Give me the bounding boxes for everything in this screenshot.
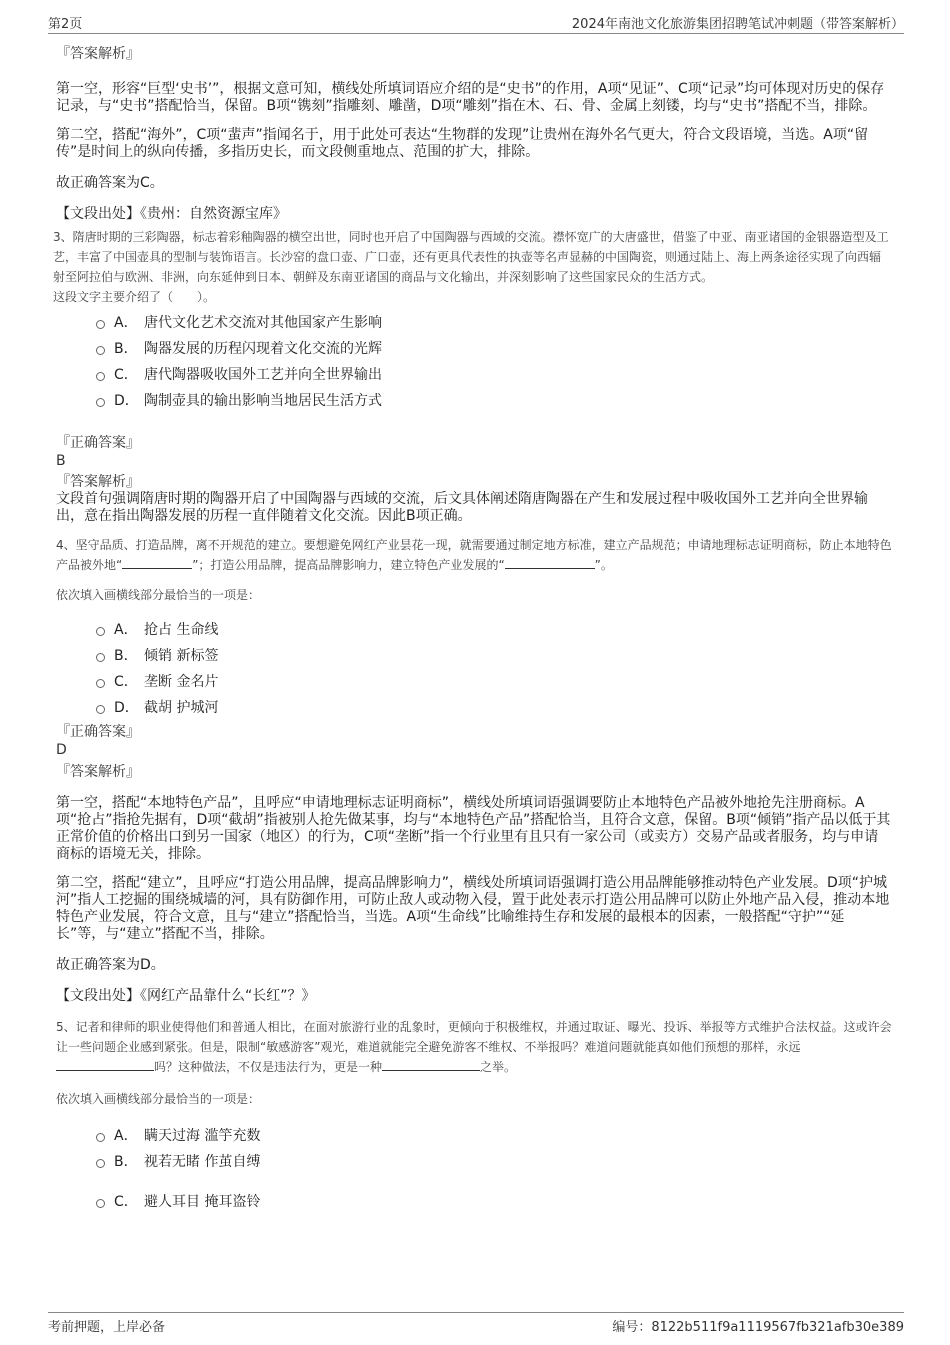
q3-option-c[interactable]: C． 唐代陶器吸收国外工艺并向全世界输出 bbox=[96, 362, 892, 388]
document-id: 编号：8122b511f9a1119567fb321afb30e389 bbox=[612, 1320, 904, 1335]
q3-answer-label: 『正确答案』 bbox=[56, 435, 140, 451]
q3-option-b[interactable]: B． 陶器发展的历程闪现着文化交流的光辉 bbox=[96, 336, 892, 362]
q4-option-c[interactable]: C． 垄断 金名片 bbox=[96, 669, 892, 695]
blank-1 bbox=[56, 1058, 154, 1071]
blank-2 bbox=[505, 556, 595, 569]
q4-source: 【文段出处】《网红产品靠什么“长红”？》 bbox=[56, 988, 316, 1004]
q3-stem: 3、隋唐时期的三彩陶器，标志着彩釉陶器的横空出世，同时也开启了中国陶器与西域的交流。襟怀宽广的大唐盛世，借鉴了中亚、南亚诸国的金银器造型及工艺，丰富了中国壶具的型制与装饰语言。长沙窑的盘口壶、广口壶，还有更具代表性的执壶等名声显赫的中国陶瓷，则通过陆上、海上两条途径实现了向西辐射至阿拉伯与欧洲、非洲，向东延伸到日本、朝鲜及东南亚诸国的商品与文化输出，并深刻影响了这些国家民众的生活方式。 bbox=[53, 230, 889, 284]
blank-2 bbox=[382, 1058, 480, 1071]
document-title: 2024年南池文化旅游集团招聘笔试冲刺题（带答案解析） bbox=[571, 17, 904, 32]
q4-stem: 4、坚守品质、打造品牌，离不开规范的建立。要想避免网红产业昙花一现，就需要通过制定地方标准，建立产品规范；申请地理标志证明商标，防止本地特色产品被外地“ ”；打造公用品牌，提高品牌影响力，建立特色产业发展的“ ”。 bbox=[56, 538, 892, 572]
radio-icon[interactable] bbox=[96, 1133, 105, 1142]
radio-icon[interactable] bbox=[96, 1199, 105, 1208]
radio-icon[interactable] bbox=[96, 627, 105, 636]
q4-option-d[interactable]: D． 截胡 护城河 bbox=[96, 695, 892, 721]
radio-icon[interactable] bbox=[96, 320, 105, 329]
q2-source: 【文段出处】《贵州：自然资源宝库》 bbox=[56, 206, 287, 222]
radio-icon[interactable] bbox=[96, 1159, 105, 1168]
radio-icon[interactable] bbox=[96, 679, 105, 688]
page-footer bbox=[48, 1312, 904, 1336]
blank-1 bbox=[122, 556, 192, 569]
q5-stem: 5、记者和律师的职业使得他们和普通人相比，在面对旅游行业的乱象时，更倾向于积极维权，并通过取证、曝光、投诉、举报等方式维护合法权益。这或许会让一些问题企业感到紧张。但是，限制“敏感游客”观光，难道就能完全避免游客不维权、不举报吗？难道问题就能真如他们预想的那样，永远吗？这种做法，不仅是违法行为，更是一种 之举。 bbox=[56, 1020, 892, 1074]
q4-answer-label: 『正确答案』 bbox=[56, 724, 140, 740]
q4-option-a[interactable]: A． 抢占 生命线 bbox=[96, 617, 892, 643]
q2-analysis-para-1: 第一空，形容“巨型‘史书’”，根据文意可知，横线处所填词语应介绍的是“史书”的作用，A项“见证”、C项“记录”均可体现对历史的保存记录，与“史书”搭配恰当，保留。B项“镌刻”指雕刻、雕凿，D项“雕刻”指在木、石、骨、金属上刻镂，均与“史书”搭配不当，排除。 bbox=[56, 81, 885, 114]
q3-question: 这段文字主要介绍了（ ）。 bbox=[53, 290, 216, 304]
q4-analysis-para-1: 第一空，搭配“本地特色产品”，且呼应“申请地理标志证明商标”，横线处所填词语强调要防止本地特色产品被外地抢先注册商标。A项“抢占”指抢先据有，D项“截胡”指被别人抢先做某事，均与“本地特色产品”搭配恰当，且符合文意，保留。B项“倾销”指产品以低于其正常价值的价格出口到另一国家（地区）的行为，C项“垄断”指一个行业里有且只有一家公司（或卖方）交易产品或者服务，均与申请商标的语境无关，排除。 bbox=[56, 795, 891, 862]
q3-option-a[interactable]: A． 唐代文化艺术交流对其他国家产生影响 bbox=[96, 310, 892, 336]
radio-icon[interactable] bbox=[96, 346, 105, 355]
page-content bbox=[53, 44, 892, 1215]
q3-analysis: 文段首句强调隋唐时期的陶器开启了中国陶器与西域的交流，后文具体阐述隋唐陶器在产生和发展过程中吸收国外工艺并向全世界输出，意在指出陶器发展的历程一直伴随着文化交流。因此B项正确。 bbox=[56, 491, 868, 524]
q5-option-c[interactable]: C． 避人耳目 掩耳盗铃 bbox=[96, 1189, 892, 1215]
q4-question: 依次填入画横线部分最恰当的一项是： bbox=[56, 588, 261, 602]
q3-option-d[interactable]: D． 陶制壶具的输出影响当地居民生活方式 bbox=[96, 388, 892, 414]
q4-analysis-para-2: 第二空，搭配“建立”，且呼应“打造公用品牌，提高品牌影响力”，横线处所填词语强调打造公用品牌能够推动特色产业发展。D项“护城河”指人工挖掘的围绕城墙的河，具有防御作用，可防止敌人或动物入侵，置于此处表示打造公用品牌可以防止外地产品入侵，推动本地特色产业发展，符合文意，且与“建立”搭配恰当，当选。A项“生命线”比喻维持生存和发展的最根本的因素，一般搭配“守护”“延长”等，与“建立”搭配不当，排除。 bbox=[56, 875, 890, 942]
radio-icon[interactable] bbox=[96, 398, 105, 407]
q2-analysis-label: 『答案解析』 bbox=[56, 46, 140, 62]
footer-slogan: 考前押题，上岸必备 bbox=[48, 1320, 166, 1335]
radio-icon[interactable] bbox=[96, 372, 105, 381]
radio-icon[interactable] bbox=[96, 705, 105, 714]
q3-analysis-label: 『答案解析』 bbox=[56, 474, 140, 490]
q5-question: 依次填入画横线部分最恰当的一项是： bbox=[56, 1092, 261, 1106]
q2-analysis-para-2: 第二空，搭配“海外”，C项“蜚声”指闻名于，用于此处可表达“生物群的发现”让贵州在海外名气更大，符合文段语境，当选。A项“留传”是时间上的纵向传播，多指历史长，而文段侧重地点、范围的扩大，排除。 bbox=[56, 127, 869, 160]
q5-option-a[interactable]: A． 瞒天过海 滥竽充数 bbox=[96, 1123, 892, 1149]
q3-options bbox=[96, 310, 892, 414]
q4-option-b[interactable]: B． 倾销 新标签 bbox=[96, 643, 892, 669]
q2-final-answer: 故正确答案为C。 bbox=[56, 175, 164, 191]
q4-options bbox=[96, 617, 892, 721]
page-header bbox=[48, 13, 904, 34]
q4-analysis-label: 『答案解析』 bbox=[56, 764, 140, 780]
q4-final-answer: 故正确答案为D。 bbox=[56, 957, 165, 973]
radio-icon[interactable] bbox=[96, 653, 105, 662]
q5-option-b[interactable]: B． 视若无睹 作茧自缚 bbox=[96, 1149, 892, 1175]
q3-answer: B bbox=[56, 453, 66, 469]
q5-options bbox=[96, 1123, 892, 1215]
page-number: 第2页 bbox=[48, 17, 83, 32]
q4-answer: D bbox=[56, 742, 67, 758]
